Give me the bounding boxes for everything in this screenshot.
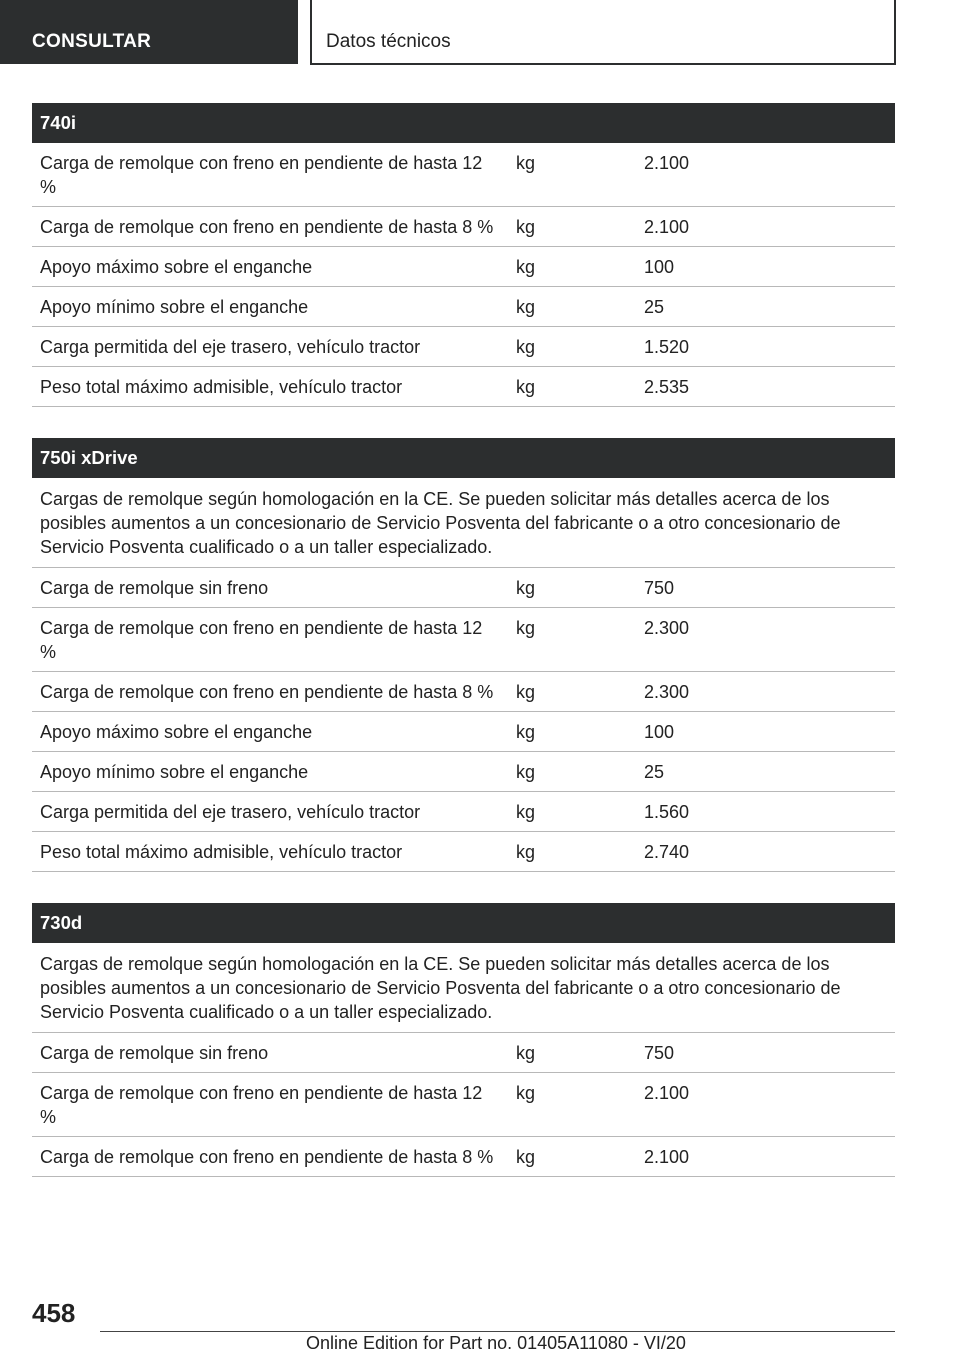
spec-value: 2.740 (644, 842, 690, 862)
spec-value: 2.100 (644, 217, 690, 237)
table-row (32, 672, 895, 712)
table-row (32, 752, 895, 792)
section-heading: 730d (32, 903, 895, 943)
spec-unit: kg (516, 1083, 536, 1103)
spec-unit: kg (516, 337, 536, 357)
spec-section (32, 103, 895, 407)
spec-label: Carga de remolque con freno en pendiente de hasta 8 % (40, 1147, 494, 1167)
spec-value: 1.520 (644, 337, 690, 357)
spec-unit: kg (516, 1147, 536, 1167)
spec-section (32, 903, 895, 1177)
spec-label: Apoyo máximo sobre el enganche (40, 257, 313, 277)
spec-label: Carga de remolque con freno en pendiente de hasta 12 % (40, 1083, 483, 1127)
section-note: Cargas de remolque según homologación en la CE. Se pueden solicitar más detalles acerca de los posibles aumentos a un concesionario de Servicio Posventa del fabricante o a otro concesionario de Servicio Posventa cualificado o a un taller especializado. (32, 943, 895, 1033)
table-row (32, 712, 895, 752)
spec-label: Carga de remolque con freno en pendiente de hasta 12 % (40, 618, 483, 662)
spec-unit: kg (516, 802, 536, 822)
spec-value: 2.300 (644, 682, 690, 702)
spec-label: Peso total máximo admisible, vehículo tractor (40, 377, 403, 397)
section-heading: 740i (32, 103, 895, 143)
spec-label: Apoyo mínimo sobre el enganche (40, 297, 309, 317)
table-row (32, 143, 895, 207)
chapter-title: Datos técnicos (310, 0, 896, 65)
table-row (32, 792, 895, 832)
table-row (32, 1137, 895, 1177)
spec-unit: kg (516, 377, 536, 397)
spec-unit: kg (516, 1043, 536, 1063)
table-row (32, 287, 895, 327)
spec-unit: kg (516, 722, 536, 742)
spec-content (32, 103, 895, 1208)
spec-unit: kg (516, 842, 536, 862)
spec-unit: kg (516, 153, 536, 173)
spec-value: 750 (644, 578, 675, 598)
spec-unit: kg (516, 217, 536, 237)
table-row (32, 247, 895, 287)
spec-value: 2.535 (644, 377, 690, 397)
spec-unit: kg (516, 762, 536, 782)
spec-section (32, 438, 895, 872)
spec-label: Carga de remolque con freno en pendiente de hasta 12 % (40, 153, 483, 197)
table-row (32, 327, 895, 367)
spec-value: 100 (644, 257, 675, 277)
spec-unit: kg (516, 618, 536, 638)
spec-value: 2.100 (644, 153, 690, 173)
spec-label: Carga de remolque sin freno (40, 1043, 269, 1063)
spec-value: 100 (644, 722, 675, 742)
footer-divider (100, 1331, 895, 1332)
spec-unit: kg (516, 297, 536, 317)
spec-value: 1.560 (644, 802, 690, 822)
table-row (32, 207, 895, 247)
table-row (32, 1073, 895, 1137)
spec-value: 2.100 (644, 1083, 690, 1103)
spec-value: 25 (644, 297, 665, 317)
spec-label: Carga de remolque con freno en pendiente de hasta 8 % (40, 682, 494, 702)
spec-label: Carga de remolque con freno en pendiente de hasta 8 % (40, 217, 494, 237)
spec-value: 2.300 (644, 618, 690, 638)
table-row (32, 367, 895, 407)
section-note: Cargas de remolque según homologación en la CE. Se pueden solicitar más detalles acerca de los posibles aumentos a un concesionario de Servicio Posventa del fabricante o a otro concesionario de Servicio Posventa cualificado o a un taller especializado. (32, 478, 895, 568)
section-heading: 750i xDrive (32, 438, 895, 478)
spec-label: Apoyo mínimo sobre el enganche (40, 762, 309, 782)
spec-unit: kg (516, 682, 536, 702)
spec-value: 2.100 (644, 1147, 690, 1167)
section-label: CONSULTAR (0, 0, 298, 64)
table-row (32, 1033, 895, 1073)
spec-unit: kg (516, 578, 536, 598)
spec-label: Carga de remolque sin freno (40, 578, 269, 598)
page-number: 458 (32, 1298, 76, 1328)
spec-value: 25 (644, 762, 665, 782)
table-row (32, 832, 895, 872)
table-row (32, 568, 895, 608)
spec-label: Carga permitida del eje trasero, vehículo tractor (40, 802, 421, 822)
spec-value: 750 (644, 1043, 675, 1063)
spec-unit: kg (516, 257, 536, 277)
edition-note: Online Edition for Part no. 01405A11080 - VI/20 (306, 1333, 686, 1353)
spec-label: Carga permitida del eje trasero, vehículo tractor (40, 337, 421, 357)
spec-label: Peso total máximo admisible, vehículo tractor (40, 842, 403, 862)
spec-label: Apoyo máximo sobre el enganche (40, 722, 313, 742)
table-row (32, 608, 895, 672)
